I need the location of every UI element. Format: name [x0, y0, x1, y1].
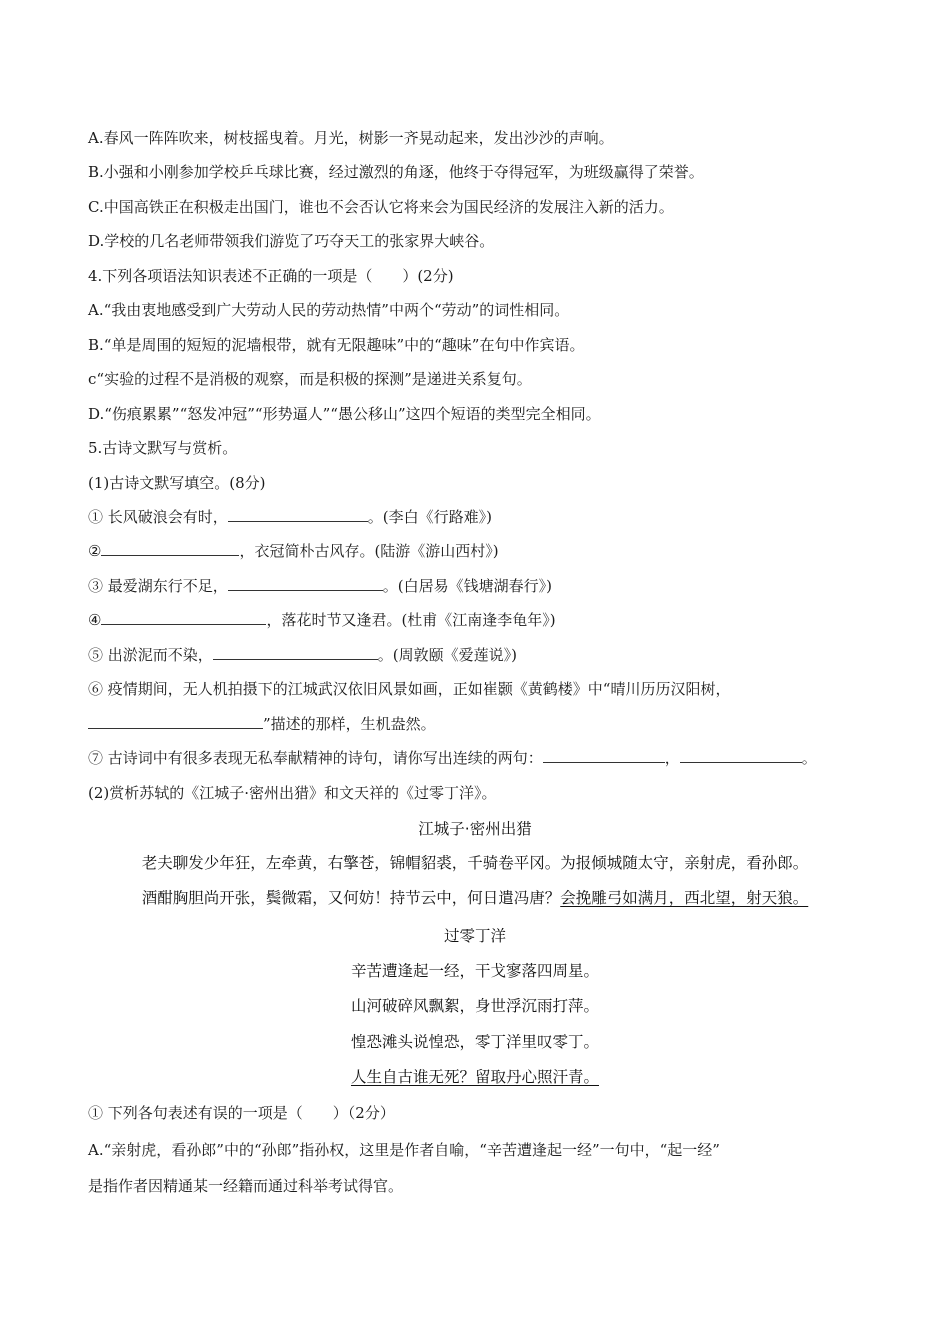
poem1-line2-underlined: 会挽雕弓如满月，西北望，射天狼。	[560, 889, 809, 907]
fill-item-4	[88, 610, 556, 630]
fill-item-4-before: ④	[88, 611, 102, 629]
fill-item-7	[88, 748, 817, 768]
fill-item-5-after: 。(周敦颐《爱莲说》)	[377, 646, 517, 664]
subq1-option-a-line1: A.“亲射虎，看孙郎”中的“孙郎”指孙权，这里是作者自喻，“辛苦遭逢起一经”一句中，“起一经”	[88, 1141, 720, 1159]
fill-item-6-line2	[88, 714, 436, 734]
answer-blank[interactable]	[543, 748, 665, 763]
answer-blank[interactable]	[228, 576, 383, 591]
q3-option-a: A.春风一阵阵吹来，树枝摇曳着。月光，树影一齐晃动起来，发出沙沙的声响。	[88, 129, 614, 147]
fill-item-6-after: ”描述的那样，生机盎然。	[263, 715, 436, 733]
answer-blank[interactable]	[213, 645, 378, 660]
q5-stem: 5.古诗文默写与赏析。	[88, 439, 238, 457]
fill-item-7-before: ⑦ 古诗词中有很多表现无私奉献精神的诗句，请你写出连续的两句：	[88, 749, 543, 767]
fill-item-2-before: ②	[88, 542, 102, 560]
q4-option-d: D.“伤痕累累”“怒发冲冠”“形势逼人”“愚公移山”这四个短语的类型完全相同。	[88, 405, 601, 423]
poem2-line3: 惶恐滩头说惶恐，零丁洋里叹零丁。	[350, 1033, 599, 1051]
fill-item-2-after: ，衣冠简朴古风存。(陆游《游山西村》)	[239, 542, 499, 560]
fill-item-5	[88, 645, 517, 665]
fill-item-1-after: 。(李白《行路难》)	[367, 508, 492, 526]
poem2-line1: 辛苦遭逢起一经，干戈寥落四周星。	[350, 962, 599, 980]
fill-item-5-before: ⑤ 出淤泥而不染，	[88, 646, 213, 664]
answer-blank[interactable]	[680, 748, 802, 763]
answer-blank[interactable]	[101, 610, 266, 625]
fill-item-3-before: ③ 最爱湖东行不足，	[88, 577, 228, 595]
fill-item-6-line1: ⑥ 疫情期间，无人机拍摄下的江城武汉依旧风景如画，正如崔颢《黄鹤楼》中“晴川历历汉阳树，	[88, 680, 731, 698]
poem1-line2-plain: 酒酣胸胆尚开张，鬓微霜，又何妨！持节云中，何日遣冯唐？	[141, 889, 561, 907]
fill-item-7-after: 。	[801, 749, 817, 767]
subq1-option-a-line2: 是指作者因精通某一经籍而通过科举考试得官。	[88, 1177, 404, 1195]
answer-blank[interactable]	[228, 507, 368, 522]
fill-item-7-sep: ，	[664, 749, 680, 767]
q3-option-d: D.学校的几名老师带领我们游览了巧夺天工的张家界大峡谷。	[88, 232, 495, 250]
fill-item-3-after: 。(白居易《钱塘湖春行》)	[382, 577, 552, 595]
fill-item-2	[88, 541, 499, 561]
subq1-stem: ① 下列各句表述有误的一项是（ ）（2分）	[88, 1104, 395, 1122]
poem1-line2	[0, 887, 950, 909]
poem2-line4-underlined: 人生自古谁无死？留取丹心照汗青。	[350, 1068, 599, 1086]
q5-part1-title: (1)古诗文默写填空。(8分)	[88, 474, 266, 492]
fill-item-1	[88, 507, 492, 527]
poem2-title: 过零丁洋	[443, 927, 506, 945]
q3-option-c: C.中国高铁正在积极走出国门，谁也不会否认它将来会为国民经济的发展注入新的活力。	[88, 198, 674, 216]
q4-option-a: A.“我由衷地感受到广大劳动人民的劳动热情”中两个“劳动”的词性相同。	[88, 301, 570, 319]
q4-stem: 4.下列各项语法知识表述不正确的一项是（ ）(2分)	[88, 267, 454, 285]
q5-part2-title: (2)赏析苏轼的《江城子·密州出猎》和文天祥的《过零丁洋》。	[88, 784, 497, 802]
q4-option-b: B.“单是周围的短短的泥墙根带，就有无限趣味”中的“趣味”在句中作宾语。	[88, 336, 585, 354]
fill-item-4-after: ，落花时节又逢君。(杜甫《江南逢李龟年》)	[266, 611, 556, 629]
poem2-line2: 山河破碎风飘絮，身世浮沉雨打萍。	[350, 997, 599, 1015]
answer-blank[interactable]	[88, 714, 263, 729]
q3-option-b: B.小强和小刚参加学校乒乓球比赛，经过激烈的角逐，他终于夺得冠军，为班级赢得了荣誉。	[88, 163, 704, 181]
poem1-line1: 老夫聊发少年狂，左牵黄，右擎苍，锦帽貂裘，千骑卷平冈。为报倾城随太守，亲射虎，看孙郎。	[141, 854, 809, 872]
fill-item-3	[88, 576, 552, 596]
fill-item-1-before: ① 长风破浪会有时，	[88, 508, 228, 526]
poem2-line4	[0, 1066, 950, 1088]
poem1-title: 江城子·密州出猎	[418, 820, 532, 838]
q4-option-c: c“实验的过程不是消极的观察，而是积极的探测”是递进关系复句。	[88, 370, 532, 388]
answer-blank[interactable]	[101, 541, 239, 556]
